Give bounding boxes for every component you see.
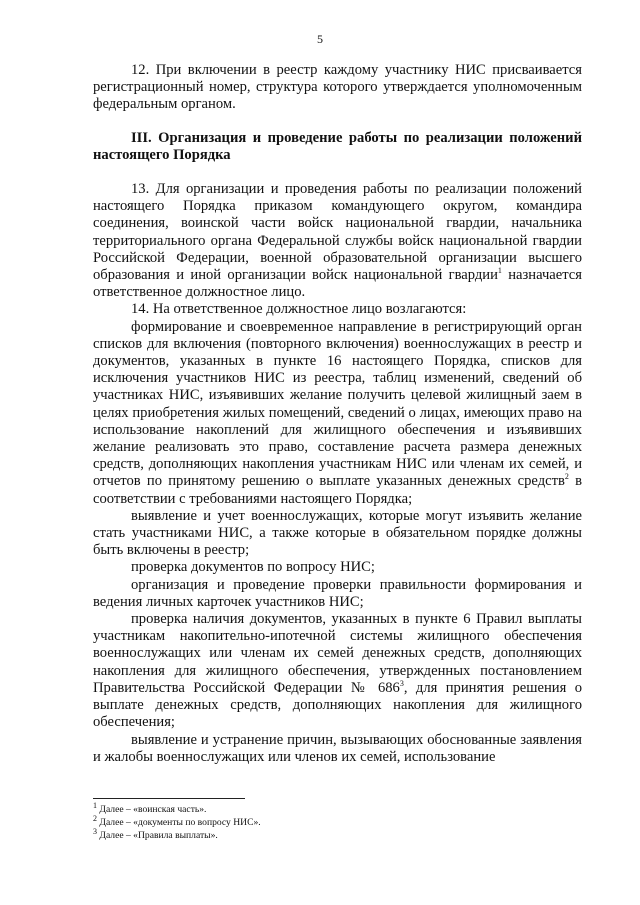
- footnote-2: [93, 813, 261, 829]
- footnote-1-text: Далее – «воинская часть».: [97, 804, 207, 815]
- main-text: [93, 181, 582, 766]
- footnotes: [93, 800, 261, 842]
- section-heading: III. Организация и проведение работы по реализации положений настоящего Порядка: [93, 130, 582, 164]
- footnote-1-num: 1: [93, 800, 97, 810]
- duty-1-tail: в соответствии с требованиями настоящего Порядка;: [93, 473, 582, 507]
- duty-5-text: проверка наличия документов, указанных в пункте 6 Правил выплаты участникам накопительно-ипотечной системы жилищного обеспечения военнослужащих или членам их семей денежных средств, дополняющих накопления для жилищного обеспечения, утвержденных постановлением Правительства Российской Федерации № 686: [93, 611, 582, 696]
- item-13: [93, 181, 582, 301]
- footnote-3-num: 3: [93, 826, 97, 836]
- duty-5: [93, 611, 582, 731]
- item-12-block: [93, 62, 582, 114]
- item-12: 12. При включении в реестр каждому участнику НИС присваивается регистрационный номер, структура которого утверждается уполномоченным федеральным органом.: [93, 62, 582, 113]
- footnote-2-text: Далее – «документы по вопросу НИС».: [97, 817, 261, 828]
- footnote-ref-3: 3: [399, 679, 404, 689]
- footnote-3-text: Далее – «Правила выплаты».: [97, 830, 218, 841]
- footnote-ref-2: 2: [564, 472, 569, 482]
- duty-1: [93, 319, 582, 508]
- duty-2: выявление и учет военнослужащих, которые могут изъявить желание стать участниками НИС, а также которые в обязательном порядке должны быть включены в реестр;: [93, 507, 582, 559]
- footnote-3: [93, 826, 261, 842]
- duty-1-text: формирование и своевременное направление в регистрирующий орган списков для включения (повторного включения) военнослужащих в реестр и документов, указанных в пункте 16 настоящего Порядка, списков для исключения участников НИС из реестра, таблиц изменений, сведений об участниках НИС, изъявивших желание получить целевой жилищный заем в целях приобретения жилых помещений, сведений о лицах, имеющих право на использование накоплений для жилищного обеспечения и изъявивших желание реализовать это право, составление расчета размера денежных средств, дополняющих накопления участникам НИС или членам их семей, и отчетов по принятому решению о выплате указанных денежных средств: [93, 318, 582, 490]
- item-14-intro: 14. На ответственное должностное лицо возлагаются:: [131, 301, 467, 318]
- item-13-tail: назначается ответственное должностное лицо.: [93, 267, 582, 301]
- duty-4: организация и проведение проверки правильности формирования и ведения личных карточек участников НИС;: [93, 576, 582, 610]
- footnote-1: [93, 800, 261, 816]
- section-heading-block: [93, 130, 582, 164]
- footnote-separator: [93, 798, 245, 799]
- page-number: 5: [317, 32, 323, 46]
- footnote-ref-1: 1: [497, 266, 502, 276]
- duty-5-tail: , для принятия решения о выплате денежных средств, дополняющих накопления для жилищного обеспечения;: [93, 679, 582, 731]
- footnote-2-num: 2: [93, 813, 97, 823]
- item-13-text: 13. Для организации и проведения работы по реализации положений настоящего Порядка приказом командующего округом, командира соединения, воинской части войск национальной гвардии, начальника территориального органа Федеральной службы войск национальной гвардии Российской Федерации, военной образовательной организации высшего образования и иной организации войск национальной гвардии: [93, 181, 582, 284]
- duty-3: проверка документов по вопросу НИС;: [131, 559, 375, 576]
- duty-6: выявление и устранение причин, вызывающих обоснованные заявления и жалобы военнослужащих или членов их семей, использование: [93, 731, 582, 765]
